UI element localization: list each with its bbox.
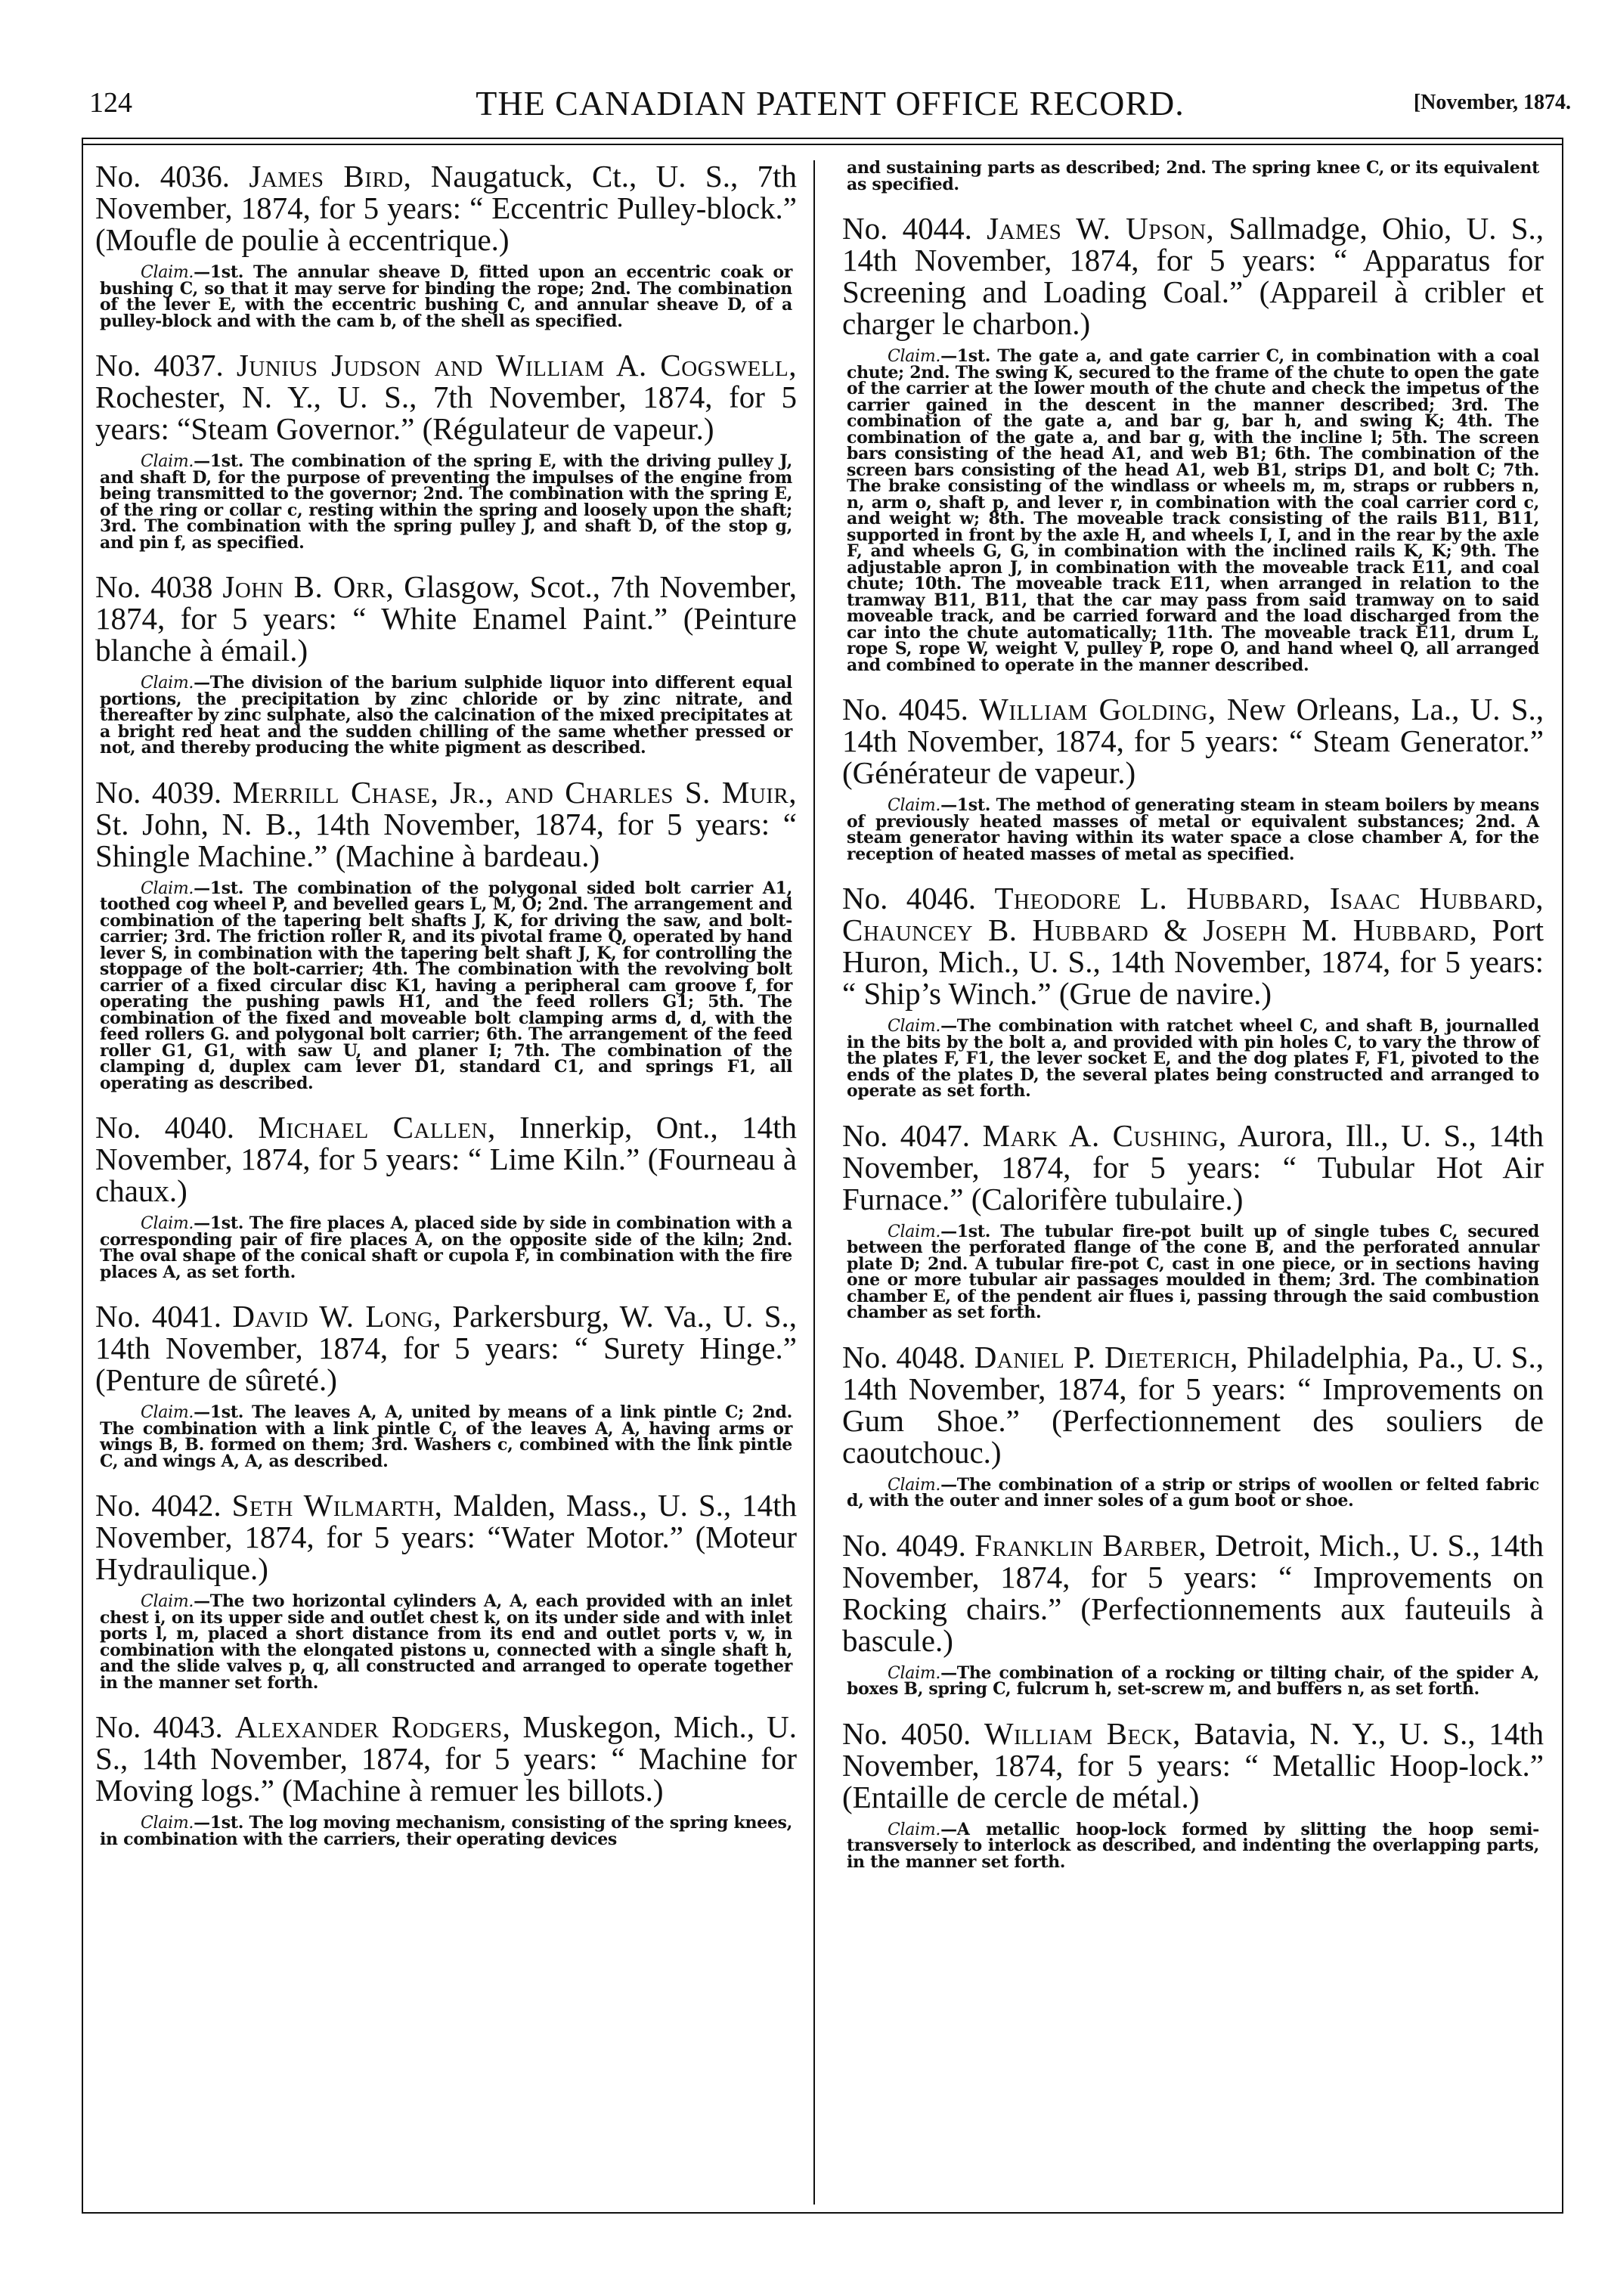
left-column <box>95 160 797 1867</box>
patent-number: No. 4039. <box>95 774 222 810</box>
claim-label: Claim. <box>141 1214 194 1233</box>
claim-label: Claim. <box>141 878 194 898</box>
inventor-names: Franklin Barber, <box>974 1527 1207 1563</box>
inventor-names: James W. Upson, <box>987 211 1215 246</box>
inventor-names: David W. Long, <box>232 1299 442 1334</box>
patent-number: No. 4043. <box>95 1709 223 1744</box>
patent-details: Malden, Mass., U. S., 14th November, 1874, for 5 years: “Water Motor.” (Moteur Hydraulique.) <box>95 1488 798 1586</box>
patent-claim <box>847 1662 1539 1699</box>
patent-details: Batavia, N. Y., U. S., 14th November, 1874, for 5 years: “ Metallic Hoop-lock.” (Entaille de cercle de métal.) <box>842 1715 1544 1814</box>
claim-label: Claim. <box>888 796 941 815</box>
inventor-names: Michael Callen, <box>258 1110 496 1145</box>
patent-number: No. 4046. <box>842 881 977 916</box>
patent-heading <box>842 882 1544 1009</box>
inventor-names: William Golding, <box>979 692 1216 727</box>
patent-claim <box>100 1402 792 1471</box>
patent-number: No. 4050. <box>842 1715 971 1751</box>
claim-text: —1st. The combination of the spring E, with the driving pulley J, and shaft D, for the purpose of preventing the impulses of the engine from being transmitted to the governor; 2nd. The combination with the spring E, of the ring or collar c, resting within the spring and loosely upon the shaft; 3rd. The combination with the spring pulley J, and shaft D, of the stop g, and pin f, as specified. <box>100 451 792 553</box>
claim-text: —The combination of a strip or strips of woollen or felted fabric d, with the outer and inner soles of a gum boot or shoe. <box>847 1474 1539 1511</box>
patent-details: Philadelphia, Pa., U. S., 14th November, 1874, for 5 years: “ Improvements on Gum Shoe.” (Perfectionnement des souliers de caoutchouc.) <box>842 1339 1544 1470</box>
claim-label: Claim. <box>141 1814 194 1833</box>
claim-label: Claim. <box>888 1820 941 1839</box>
claim-label: Claim. <box>888 1222 941 1241</box>
patent-claim <box>100 878 792 1093</box>
claim-text: —1st. The gate a, and gate carrier C, in combination with a coal chute; 2nd. The swing K, secured to the frame of the chute to open the gate of the carrier at the lower mouth of the chute and check the impetus of the carrier gained in the descent in the manner described; 3rd. The combination of the gate a, and bar g, bar h, and swing K; 4th. The combination of the gate a, and bar g, with the incline l; 5th. The screen bars consisting of the head A1, and web B1; 6th. The combination of the screen bars consisting of the head A1, web B1, strips D1, and bolt C; 7th. The brake consisting of the windlass or wheels m, m, straps or rubbers n, n, arm o, shaft p, and lever r, in combination with the coal carrier cord c, and weight w; 8th. The moveable track consisting of the rails B11, B11, supported in front by the axle H, and wheels I, I, and in the rear by the axle F, and wheels G, G, in combination with the inclined rails K, K; 9th. The adjustable apron J, in combination with the moveable track E11, and coal chute; 10th. The moveable track E11, when arranged in relation to the tramway B11, B11, that the car may pass from said tramway on to said moveable track, and be carried forward and the load discharged from the car into the chute automatically; 11th. The moveable track E11, drum L, rope S, rope W, weight V, pulley P, rope O, and hand wheel Q, all arranged and combined to operate in the manner described. <box>847 346 1539 675</box>
inventor-names: William Beck, <box>984 1715 1181 1751</box>
patent-heading <box>95 1111 797 1207</box>
patent-entry <box>95 1489 797 1691</box>
patent-entry <box>842 1341 1544 1510</box>
patent-number: No. 4040. <box>95 1110 235 1145</box>
patent-entry <box>842 1529 1544 1698</box>
patent-heading <box>842 1341 1544 1468</box>
patent-entry <box>842 1117 1544 1322</box>
patent-heading <box>95 1300 797 1396</box>
inventor-names: Theodore L. Hubbard, Isaac Hubbard, Chauncey B. Hubbard & Joseph M. Hubbard, <box>842 881 1544 947</box>
patent-entry <box>95 1711 797 1848</box>
claim-label: Claim. <box>888 1017 941 1036</box>
patent-entry <box>95 1111 797 1281</box>
patent-details: Muskegon, Mich., U. S., 14th November, 1874, for 5 years: “ Machine for Moving logs.” (Machine à remuer les billots.) <box>95 1709 798 1808</box>
patent-claim <box>100 1591 792 1693</box>
claim-label: Claim. <box>141 452 194 471</box>
patent-heading <box>95 349 797 445</box>
claim-text: —1st. The annular sheave D, fitted upon an eccentric coak or bushing C, so that it may serve for binding the rope; 2nd. The combination of the lever E, with the eccentric bushing C, and annular sheave D, of a pulley-block and with the cam b, of the shell as specified. <box>100 262 792 331</box>
patent-number: No. 4049. <box>842 1527 966 1563</box>
inventor-names: Alexander Rodgers, <box>234 1709 511 1744</box>
claim-text: —1st. The method of generating steam in steam boilers by means of previously heated masses of metal or equivalent substances; 2nd. A steam generator having within its water space a close chamber A, for the reception of heated masses of metal as specified. <box>847 795 1539 864</box>
issue-date: [November, 1874. <box>1413 91 1571 114</box>
patent-details: Parkersburg, W. Va., U. S., 14th November, 1874, for 5 years: “ Surety Hinge.” (Penture de sûreté.) <box>95 1299 798 1397</box>
patent-claim <box>100 451 792 553</box>
patent-entry <box>95 160 797 330</box>
patent-details: Detroit, Mich., U. S., 14th November, 1874, for 5 years: “ Improvements on Rocking chairs.” (Perfectionnements aux fauteuils à bascule.) <box>842 1527 1544 1658</box>
claim-text: —The combination of a rocking or tilting chair, of the spider A, boxes B, spring C, fulcrum h, set-screw m, and buffers n, as set forth. <box>847 1662 1539 1699</box>
patent-heading <box>95 160 797 256</box>
column-divider <box>813 160 815 2205</box>
patent-number: No. 4041. <box>95 1299 222 1334</box>
claim-text: —The two horizontal cylinders A, A, each provided with an inlet chest i, on its upper side and outlet chest k, on its under side and with inlet ports l, m, placed a short distance from its end and outlet ports v, w, in combination with the elongated pistons u, connected with a single shaft h, and the slide valves p, q, all constructed and arranged to operate together in the manner set forth. <box>100 1591 792 1693</box>
patent-number: No. 4036. <box>95 159 231 194</box>
patent-entry <box>842 212 1544 674</box>
claim-text: —1st. The log moving mechanism, consisting of the spring knees, in combination with the carriers, their operating devices <box>100 1813 792 1849</box>
patent-heading <box>842 693 1544 789</box>
inventor-names: Seth Wilmarth, <box>231 1488 443 1523</box>
patent-details: St. John, N. B., 14th November, 1874, for 5 years: “ Shingle Machine.” (Machine à bardeau.) <box>95 806 797 873</box>
patent-number: No. 4037. <box>95 348 224 383</box>
page-header <box>89 83 1571 136</box>
inventor-names: Daniel P. Dieterich, <box>974 1339 1238 1374</box>
page-number: 124 <box>89 87 132 119</box>
patent-claim <box>847 1474 1539 1511</box>
patent-heading <box>95 776 797 872</box>
inventor-names: Merrill Chase, Jr., and Charles S. Muir, <box>232 774 798 810</box>
patent-heading <box>95 1489 797 1585</box>
inventor-names: Mark A. Cushing, <box>982 1117 1227 1153</box>
patent-details: Rochester, N. Y., U. S., 7th November, 1874, for 5 years: “Steam Governor.” (Régulateur de vapeur.) <box>95 380 797 446</box>
claim-text: —A metallic hoop-lock formed by slitting the hoop semi-transversely to interlock as described, and indenting the overlapping parts, in the manner set forth. <box>847 1819 1539 1872</box>
patent-claim <box>847 795 1539 864</box>
claim-label: Claim. <box>141 1592 194 1611</box>
patent-details: Innerkip, Ont., 14th November, 1874, for 5 years: “ Lime Kiln.” (Fourneau à chaux.) <box>95 1110 797 1208</box>
patent-entry <box>842 882 1544 1100</box>
patent-entry <box>95 349 797 551</box>
patent-claim <box>100 675 792 757</box>
claim-text: —1st. The combination of the polygonal sided bolt carrier A1, toothed cog wheel P, and bevelled gears L, M, O; 2nd. The arrangement and combination of the tapering belt shafts J, K, for driving the saw, and bolt-carrier; 3rd. The friction roller R, and its pivotal frame Q, operated by hand lever S, in combination with the tapering belt shaft J, K, for controlling the stoppage of the bolt-carrier; 4th. The combination with the revolving bolt carrier of a fixed circular disc K1, having a peripheral cam groove f, for operating the pushing pawls H1, and the feed rollers G1; 5th. The combination of the fixed and moveable bolt clamping arms d, d, with the feed rollers G. and polygonal bolt carrier; 6th. The arrangement of the feed roller G1, G1, with saw U, and planer I; 7th. The combination of the clamping d, duplex cam lever D1, standard C1, and springs F1, all operating as described. <box>100 878 792 1093</box>
journal-title: THE CANADIAN PATENT OFFICE RECORD. <box>476 84 1185 122</box>
claim-label: Claim. <box>141 1403 194 1422</box>
patent-heading <box>95 1711 797 1806</box>
patent-details: Glasgow, Scot., 7th November, 1874, for 5 years: “ White Enamel Paint.” (Peinture blanche à émail.) <box>95 569 798 668</box>
claim-text: —The combination with ratchet wheel C, and shaft B, journalled in the bits by the bolt a, and provided with pin holes C, to vary the throw of the plates F, F1, the lever socket E, and the dog plates F, F1, pivoted to the ends of the plates D, the several plates being constructed and arranged to operate as set forth. <box>847 1016 1539 1101</box>
claim-text: —The division of the barium sulphide liquor into different equal portions, the precipitation by zinc chloride or by zinc nitrate, and thereafter by zinc sulphate, also the calcination of the mixed precipitates at a bright red heat and the sudden chilling of the same whether pressed or not, and thereby producing the white pigment as described. <box>100 673 792 758</box>
claim-text: —1st. The leaves A, A, united by means of a link pintle C; 2nd. The combination with a link pintle C, of the leaves A, A, having arms or wings B, B. formed on them; 3rd. Washers c, combined with the link pintle C, and wings A, A, as described. <box>100 1402 792 1471</box>
patent-claim <box>847 1018 1539 1100</box>
inventor-names: Junius Judson and William A. Cogswell, <box>236 348 797 383</box>
claim-label: Claim. <box>888 1663 941 1683</box>
patent-claim <box>847 1221 1539 1322</box>
patent-details: Sallmadge, Ohio, U. S., 14th November, 1874, for 5 years: “ Apparatus for Screening and Loading Coal.” (Appareil à cribler et charger le charbon.) <box>842 211 1544 341</box>
patent-heading <box>95 571 797 666</box>
page-frame <box>82 138 1563 2214</box>
patent-details: Naugatuck, Ct., U. S., 7th November, 1874, for 5 years: “ Eccentric Pulley-block.” (Moufle de poulie à eccentrique.) <box>95 159 798 257</box>
right-column <box>842 160 1544 1890</box>
claim-continuation: and sustaining parts as described; 2nd. The spring knee C, or its equivalent as specified. <box>847 158 1539 194</box>
inventor-names: James Bird, <box>249 159 412 194</box>
patent-entry <box>95 571 797 757</box>
patent-heading <box>842 1117 1544 1216</box>
patent-details: Aurora, Ill., U. S., 14th November, 1874, for 5 years: “ Tubular Hot Air Furnace.” (Calorifère tubulaire.) <box>842 1117 1544 1216</box>
patent-number: No. 4042. <box>95 1488 222 1523</box>
claim-text: —1st. The fire places A, placed side by side in combination with a corresponding pair of fire places A, on the opposite side of the kiln; 2nd. The oval shape of the conical shaft or cupola F, in combination with the fire places A, as set forth. <box>100 1213 792 1282</box>
patent-number: No. 4048. <box>842 1339 966 1374</box>
patent-number: No. 4047. <box>842 1117 971 1153</box>
patent-details: Port Huron, Mich., U. S., 14th November, 1874, for 5 years: “ Ship’s Winch.” (Grue de navire.) <box>842 913 1544 1011</box>
patent-details: New Orleans, La., U. S., 14th November, 1874, for 5 years: “ Steam Generator.” (Générateur de vapeur.) <box>842 692 1544 790</box>
claim-label: Claim. <box>141 263 194 282</box>
patent-heading <box>842 1529 1544 1656</box>
patent-entry <box>95 776 797 1092</box>
patent-heading <box>842 212 1544 339</box>
patent-claim <box>100 1213 792 1282</box>
claim-label: Claim. <box>141 674 194 693</box>
patent-number: No. 4038 <box>95 569 213 604</box>
patent-entry <box>95 1300 797 1470</box>
patent-claim <box>100 262 792 331</box>
claim-text: —1st. The tubular fire-pot built up of single tubes C, secured between the perforated flange of the cone B, and the perforated annular plate D; 2nd. A tubular fire-pot C, cast in one piece, or in sections having one or more tubular air passages moulded in them; 3rd. The combination chamber E, of the pendent air flues i, passing through the said combustion chamber as set forth. <box>847 1221 1539 1322</box>
patent-entry <box>842 1715 1544 1872</box>
claim-label: Claim. <box>888 1475 941 1495</box>
patent-number: No. 4045. <box>842 692 968 727</box>
claim-label: Claim. <box>888 347 941 366</box>
patent-heading <box>842 1715 1544 1814</box>
patent-entry <box>842 693 1544 863</box>
inventor-names: John B. Orr, <box>222 569 395 604</box>
patent-claim <box>847 1819 1539 1872</box>
patent-claim <box>847 346 1539 675</box>
patent-claim <box>100 1815 792 1848</box>
patent-number: No. 4044. <box>842 211 972 246</box>
